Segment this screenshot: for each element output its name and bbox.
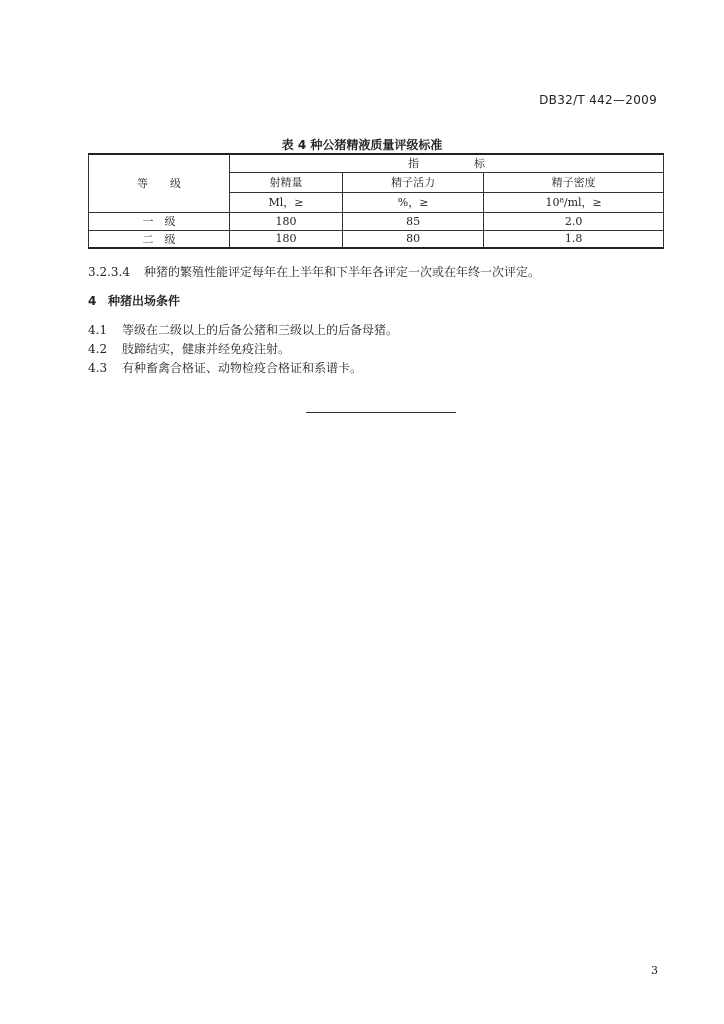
grade-cell: 一 级	[89, 212, 230, 230]
table-row	[89, 212, 664, 230]
indicator-column-header: 指 标	[230, 154, 664, 172]
end-of-document-line	[306, 412, 456, 413]
motility-header: 精子活力	[342, 172, 483, 192]
density-cell: 2.0	[484, 212, 664, 230]
section-4-heading	[88, 292, 180, 309]
table-row	[89, 230, 664, 248]
paragraph-number: 4.3	[88, 361, 108, 375]
paragraph-number: 4.1	[88, 323, 108, 337]
volume-unit: Ml，≥	[230, 192, 343, 212]
motility-cell: 80	[342, 230, 483, 248]
paragraph-number: 3.2.3.4	[88, 265, 130, 279]
document-code: DB32/T 442—2009	[539, 93, 657, 107]
paragraph-text: 等级在二级以上的后备公猪和三级以上的后备母猪。	[122, 323, 399, 337]
density-header: 精子密度	[484, 172, 664, 192]
grade-cell: 二 级	[89, 230, 230, 248]
volume-cell: 180	[230, 230, 343, 248]
paragraph-4-3	[88, 359, 362, 376]
section-title: 种猪出场条件	[108, 294, 181, 308]
paragraph-4-1	[88, 321, 398, 338]
motility-unit: %，≥	[342, 192, 483, 212]
paragraph-number: 4.2	[88, 342, 108, 356]
density-unit: 10⁸/ml，≥	[484, 192, 664, 212]
page-number: 3	[651, 964, 658, 977]
table-title: 表 4 种公猪精液质量评级标准	[281, 138, 443, 152]
paragraph-text: 肢蹄结实，健康并经免疫注射。	[122, 342, 291, 356]
semen-quality-table	[88, 153, 664, 249]
paragraph-3-2-3-4	[88, 263, 540, 280]
volume-cell: 180	[230, 212, 343, 230]
grade-column-header: 等 级	[89, 154, 230, 212]
section-number: 4	[88, 294, 97, 308]
paragraph-text: 种猪的繁殖性能评定每年在上半年和下半年各评定一次或在年终一次评定。	[144, 265, 541, 279]
motility-cell: 85	[342, 212, 483, 230]
paragraph-4-2	[88, 340, 290, 357]
volume-header: 射精量	[230, 172, 343, 192]
paragraph-text: 有种畜禽合格证、动物检疫合格证和系谱卡。	[122, 361, 363, 375]
density-cell: 1.8	[484, 230, 664, 248]
